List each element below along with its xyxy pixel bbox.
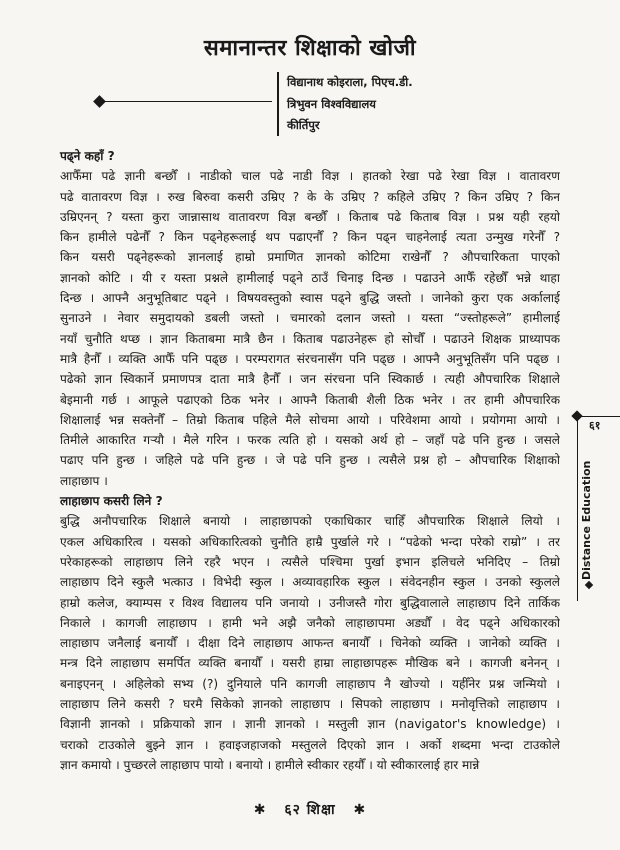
author-block bbox=[287, 72, 413, 137]
text-line: सुनाउने । नेवार समुदायको डबली जस्तो । चमारको दलान जस्तो । यस्ता “ज्स्तोहरूले” हामीलाई bbox=[60, 311, 560, 326]
side-tab-rule bbox=[577, 416, 620, 417]
text-line: ज्ञानको कोटि । यी र यस्ता प्रश्नले हामीलाई पढ्ने ठाउँ चिनाइ दिन्छ । पढाउने आफैँ रहेछौँ भन्ने थाहा bbox=[60, 270, 560, 285]
side-tab-diamond-icon bbox=[571, 410, 582, 421]
text-line: ज्ञान कमायो । पुच्छरले लाहाछाप पायो । बनायो । हामीले स्वीकार रहयौँ । यो स्वीकारलाई हार मान्ने bbox=[60, 757, 480, 772]
text-line: शिक्षालाई भन्न सक्तेनौँ – तिम्रो किताब पहिले मैले सोचमा आयो । परिवेशमा आयो । प्रयोगमा आयो । bbox=[60, 412, 560, 427]
footer-star-icon: ✱ bbox=[253, 802, 267, 818]
text-line: किन यसरी पढ्नेहरूको ज्ञानलाई हाम्रो प्रमाणित ज्ञानको कोटिमा राखेनौँ ? औपचारिकता पाएको bbox=[60, 250, 560, 265]
text-line: मन्त्र दिने लाहाछाप समर्पित व्यक्ति बनायौँ । यसरी हाम्रा लाहाछापहरू मौखिक बने । कागजी बनेनन् । bbox=[60, 656, 560, 671]
section-label: Distance Education bbox=[580, 460, 593, 580]
text-line: नयाँ चुनौति थप्छ । ज्ञान किताबमा मात्रै छैन । किताब पढाउनेहरू हो सोचौँ । पढाउने शिक्षक प्राध्यापक bbox=[60, 331, 560, 346]
text-line: लाहाछाप । bbox=[60, 473, 108, 488]
section-heading: पढ्ने कहाँ ? bbox=[60, 149, 115, 163]
text-line: हाम्रो कलेज, क्याम्पस र विश्व विद्यालय पनि जनायो । उनीजस्तै गोरा बुद्धिवालाले लाहाछाप दिने तार्किक bbox=[60, 595, 560, 610]
text-line: बुद्धि अनौपचारिक शिक्षाले बनायो । लाहाछापको एकाधिकार चाहिँ औपचारिक शिक्षाले लियो । bbox=[60, 514, 560, 529]
text-line: परेकाहरूको लाहाछाप लिने रहरै भएन । त्यसैले पश्चिमा पुर्खा इभान इलिचले भनिदिए – तिम्रो bbox=[60, 554, 560, 569]
text-line: बेइमानी गर्छ । आफूले पढाएको ठिक भनेर । आफ्नै किताबी शैली ठिक भनेर । तर हामी औपचारिक bbox=[60, 392, 560, 407]
page-footer bbox=[0, 800, 620, 819]
text-line: लाहाछाप जनैलाई बनायौँ । दीक्षा दिने लाहाछाप आफन्त बनायौँ । चिनेको व्यक्ति । जानेको व्यक्ति । bbox=[60, 636, 560, 651]
section-1-paragraph bbox=[60, 166, 560, 491]
footer-star-icon: ✱ bbox=[353, 802, 367, 818]
author-location: कीर्तिपुर bbox=[287, 118, 320, 132]
side-tab bbox=[571, 416, 620, 601]
text-line: उम्रिएनन् ? यस्ता कुरा जान्नासाथ वातावरण विज्ञ बन्छौँ । किताब पढे किताब विज्ञ । प्रश्न यही रहयो bbox=[60, 209, 560, 224]
text-line: एकल अधिकारित्व । यसको अधिकारित्वको चुनौति हाम्रै पुर्खाले गरे । “पढेको भन्दा परेको राम्रो” । तर bbox=[60, 534, 560, 549]
section-heading: लाहाछाप कसरी लिने ? bbox=[60, 494, 163, 509]
text-line: विज्ञानी ज्ञानको । प्रक्रियाको ज्ञान । ज्ञानी ज्ञानको । मस्तुली ज्ञान (navigator's knowledge) । bbox=[60, 717, 560, 732]
side-tab-vertical-rule bbox=[577, 416, 578, 601]
text-line: लाहाछाप दिने स्कुलै भत्काउ । विभेदी स्कुल । अव्यावहारिक स्कुल । संवेदनहीन स्कुल । उनको स्कुलले bbox=[60, 575, 560, 590]
footer-text: ६२ शिक्षा bbox=[284, 802, 336, 818]
section-2-paragraph bbox=[60, 511, 560, 775]
text-line: पढे वातावरण विज्ञ । रुख बिरुवा कसरी उम्रिए ? के के उम्रिए ? कहिले उम्रिए ? किन उम्रिए ? किन bbox=[60, 189, 560, 204]
text-line: लाहाछाप लिने कसरी ? घरमै सिकेको ज्ञानको लाहाछाप । सिपको लाहाछाप । मनोवृत्तिको लाहाछाप । bbox=[60, 697, 560, 712]
text-line: निकाले । कागजी लाहाछाप । हामी भने अझै जनैको लाहाछापमा अड्यौँ । वेद पढ्ने अधिकारको bbox=[60, 615, 560, 630]
author-affiliation: त्रिभुवन विश्वविद्यालय bbox=[287, 96, 376, 111]
page-number: ६१ bbox=[589, 419, 601, 432]
text-line: पढेको ज्ञान स्विकार्ने प्रमाणपत्र दाता मात्रै हैनौँ । जन संरचना पनि स्विकार्छ । त्यही औपचारिक शिक्षाले bbox=[60, 372, 560, 387]
text-line: मात्रै हैनौँ । व्यक्ति आफैँ पनि पढ्छ । परम्परागत संरचनासँग पनि पढ्छ । आफ्नै अनुभूतिसँग पनि पढ्छ । bbox=[60, 351, 560, 366]
text-line: दिन्छ । आफ्नै अनुभूतिबाट पढ्ने । विषयवस्तुको स्वास पढ्ने बुद्धि जस्तो । जानेको कुरा एक अर्कालाई bbox=[60, 291, 560, 306]
article-body bbox=[60, 146, 560, 775]
text-line: आफैँमा पढे ज्ञानी बन्छौँ । नाडीको चाल पढे नाडी विज्ञ । हातको रेखा पढे रेखा विज्ञ । वातावरण bbox=[60, 169, 560, 184]
text-line: तिमीले आकारित गऱ्यौ । मैले गरिन । फरक त्यति हो । यसको अर्थ हो – जहाँ पढे पनि हुन्छ । जसले bbox=[60, 433, 560, 448]
text-line: चराको टाउकोले बुझ्ने ज्ञान । हवाइजहाजको मस्तुलले दिएको ज्ञान । अर्को शब्दमा भन्दा टाउकोले bbox=[60, 737, 560, 752]
text-line: किन हामीले पढेनौँ ? किन पढ्नेहरूलाई थप पढाएनौँ ? किन पढ्न चाहनेलाई त्यता उन्मुख गरेनौँ ? bbox=[60, 230, 560, 245]
author-rule bbox=[100, 101, 272, 102]
text-line: बनाइएनन् । अहिलेको सभ्य (?) दुनियाले पनि कागजी लाहाछाप नै खोज्यो । यहीँनेर प्रश्न जन्मियो । bbox=[60, 676, 560, 691]
author-vertical-rule bbox=[277, 72, 279, 136]
author-name: विद्यानाथ कोइराला, पिएच.डी. bbox=[287, 75, 413, 89]
text-line: पढाए पनि हुन्छ । जहिले पढे पनि हुन्छ । जे पढे पनि हुन्छ । त्यसैले प्रश्न हो – औपचारिक शिक्षाको bbox=[60, 453, 560, 468]
article-title: समानान्तर शिक्षाको खोजी bbox=[203, 36, 417, 61]
